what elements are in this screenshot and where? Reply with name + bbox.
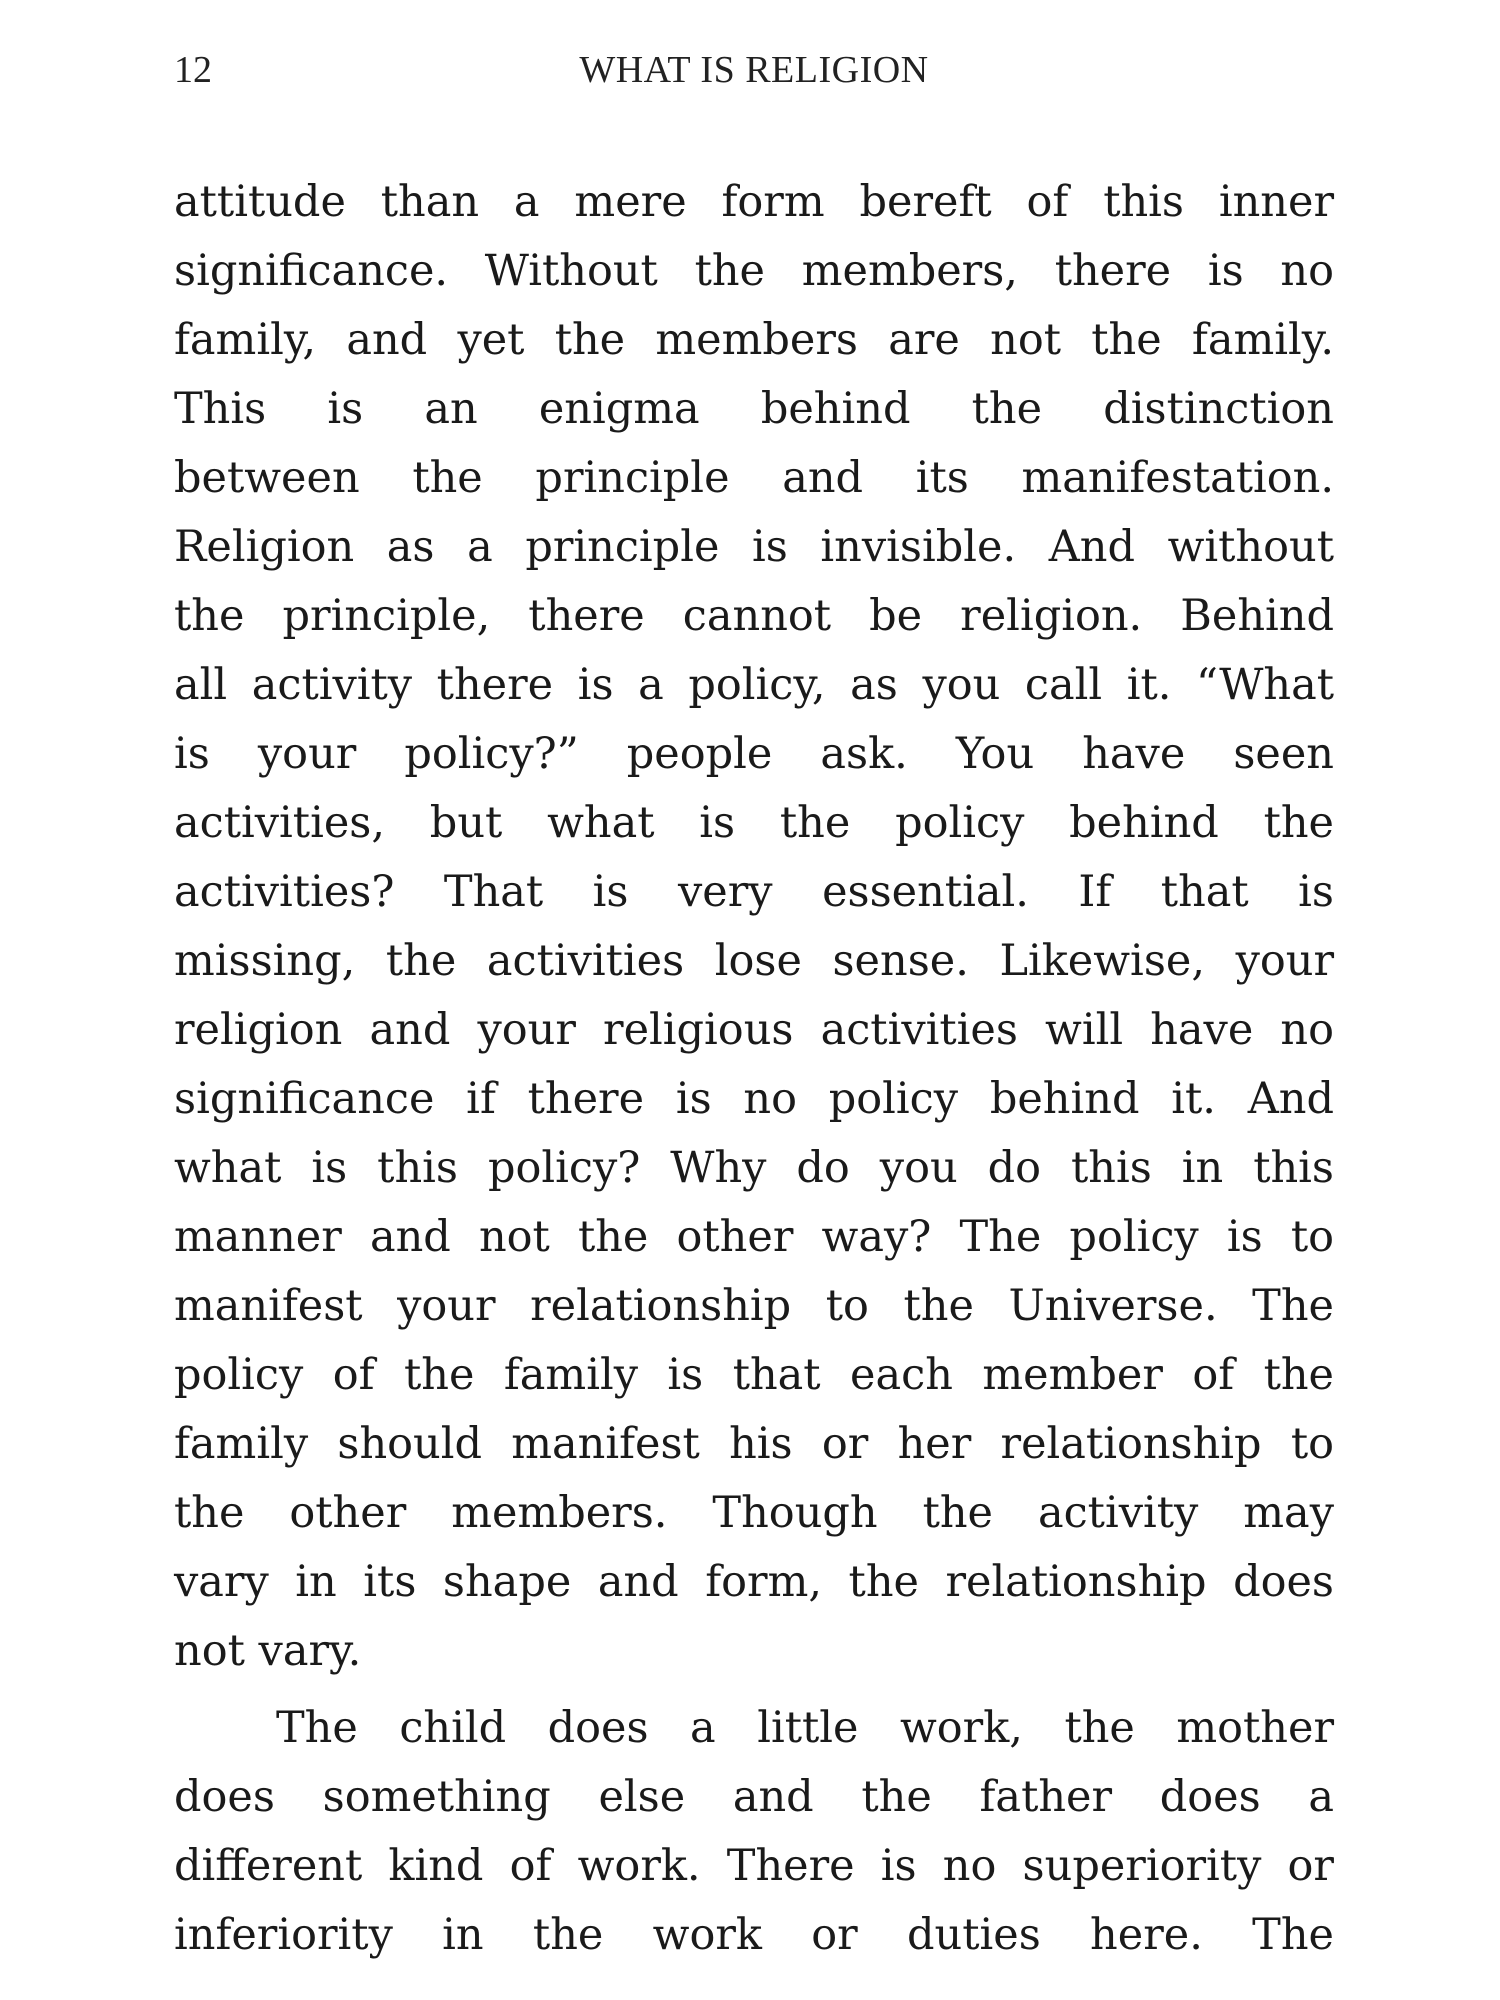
text-line: manifest your relationship to the Universe. The [174,1281,1334,1331]
running-title: WHAT IS RELIGION [579,49,929,91]
text-line: significance. Without the members, there is no [174,246,1334,296]
page-number: 12 [174,49,212,91]
text-line: The child does a little work, the mother [276,1703,1334,1753]
text-line: family should manifest his or her relationship to [174,1419,1334,1469]
text-line: between the principle and its manifestation. [174,453,1334,503]
text-line: the other members. Though the activity may [174,1488,1334,1538]
text-line: policy of the family is that each member of the [174,1350,1334,1400]
text-line: not vary. [174,1626,362,1676]
paragraph-2 [174,1694,1334,1970]
paragraph-1 [174,168,1334,1686]
text-line: different kind of work. There is no superiority or [174,1841,1334,1891]
text-line: does something else and the father does a [174,1772,1334,1822]
running-head [174,48,1334,108]
text-line: Religion as a principle is invisible. And without [174,522,1334,572]
text-line: This is an enigma behind the distinction [174,384,1334,434]
text-line: religion and your religious activities will have no [174,1005,1334,1055]
text-line: family, and yet the members are not the family. [174,315,1334,365]
text-line: vary in its shape and form, the relationship does [174,1557,1334,1607]
text-line: attitude than a mere form bereft of this inner [174,177,1334,227]
text-line: activities, but what is the policy behind the [174,798,1334,848]
text-line: is your policy?” people ask. You have seen [174,729,1334,779]
text-line: the principle, there cannot be religion. Behind [174,591,1334,641]
text-line: all activity there is a policy, as you call it. “What [174,660,1334,710]
text-line: what is this policy? Why do you do this in this [174,1143,1334,1193]
body-text [174,168,1334,1970]
text-line: manner and not the other way? The policy is to [174,1212,1334,1262]
text-line: inferiority in the work or duties here. The [174,1910,1334,1960]
text-line: missing, the activities lose sense. Likewise, your [174,936,1334,986]
text-line: significance if there is no policy behind it. And [174,1074,1334,1124]
text-line: activities? That is very essential. If that is [174,867,1334,917]
